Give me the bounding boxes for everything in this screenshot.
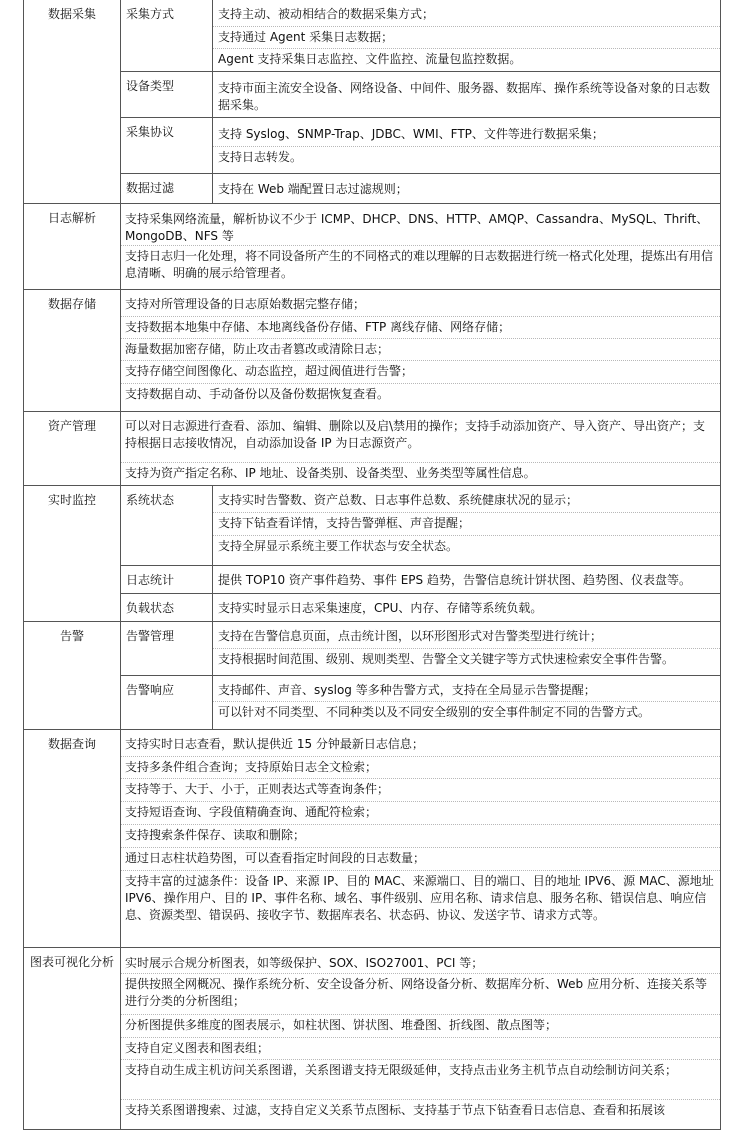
line-separator xyxy=(121,824,720,825)
text-line: 支持关系图谱搜索、过滤，支持自定义关系节点图标、支持基于节点下钻查看日志信息、查看和拓展该 xyxy=(125,1103,666,1117)
description-cell xyxy=(213,174,721,204)
line-separator xyxy=(121,1059,720,1060)
text-line: 支持多条件组合查询；支持原始日志全文检索； xyxy=(125,760,378,774)
description-cell xyxy=(213,594,721,622)
subcategory-cell: 采集方式 xyxy=(121,0,213,72)
text-line: 支持主动、被动相结合的数据采集方式； xyxy=(218,7,435,21)
subcategory-cell: 告警响应 xyxy=(121,676,213,730)
line-separator xyxy=(121,462,720,463)
text-line: 支持采集网络流量，解析协议不少于 ICMP、DHCP、DNS、HTTP、AMQP、Cassandra、MySQL、Thrift、MongoDB、NFS 等 xyxy=(125,212,709,243)
category-cell: 数据查询 xyxy=(23,730,121,948)
line-separator xyxy=(121,1014,720,1015)
text-line: 支持 Syslog、SNMP-Trap、JDBC、WMI、FTP、文件等进行数据采集； xyxy=(218,127,604,141)
line-separator xyxy=(213,26,720,27)
text-line: 支持数据本地集中存储、本地离线备份存储、FTP 离线存储、网络存储； xyxy=(125,320,511,334)
text-line: 提供 TOP10 资产事件趋势、事件 EPS 趋势，告警信息统计饼状图、趋势图、仪表盘等。 xyxy=(218,573,691,587)
text-line: 实时展示合规分析图表，如等级保护、SOX、ISO27001、PCI 等； xyxy=(125,956,484,970)
subcategory-cell: 系统状态 xyxy=(121,486,213,566)
text-line: 支持短语查询、字段值精确查询、通配符检索； xyxy=(125,805,378,819)
text-line: Agent 支持采集日志监控、文件监控、流量包监控数据。 xyxy=(218,52,522,66)
text-line: 支持通过 Agent 采集日志数据； xyxy=(218,30,394,44)
line-separator xyxy=(213,48,720,49)
category-cell: 数据采集 xyxy=(23,0,121,204)
category-cell: 日志解析 xyxy=(23,204,121,290)
line-separator xyxy=(213,146,720,147)
description-cell xyxy=(213,118,721,174)
line-separator xyxy=(213,535,720,536)
line-separator xyxy=(121,973,720,974)
description-cell xyxy=(121,204,721,290)
text-line: 支持实时显示日志采集速度，CPU、内存、存储等系统负载。 xyxy=(218,601,543,615)
line-separator xyxy=(121,756,720,757)
text-line: 支持邮件、声音、syslog 等多种告警方式，支持在全局显示告警提醒； xyxy=(218,683,596,697)
subcategory-cell: 数据过滤 xyxy=(121,174,213,204)
subcategory-cell: 采集协议 xyxy=(121,118,213,174)
text-line: 提供按照全网概况、操作系统分析、安全设备分析、网络设备分析、数据库分析、Web 应用分析、连接关系等进行分类的分析图组； xyxy=(125,977,707,1008)
category-cell: 实时监控 xyxy=(23,486,121,622)
text-line: 支持市面主流安全设备、网络设备、中间件、服务器、数据库、操作系统等设备对象的日志数据采集。 xyxy=(218,81,711,112)
description-cell xyxy=(213,622,721,676)
text-line: 可以对日志源进行查看、添加、编辑、删除以及启\禁用的操作；支持手动添加资产、导入资产、导出资产；支持根据日志接收情况，自动添加设备 IP 为日志源资产。 xyxy=(125,419,706,450)
description-cell xyxy=(121,730,721,948)
line-separator xyxy=(121,360,720,361)
description-cell xyxy=(121,412,721,486)
text-line: 支持存储空间图像化、动态监控，超过阀值进行告警； xyxy=(125,364,414,378)
subcategory-cell: 设备类型 xyxy=(121,72,213,118)
line-separator xyxy=(213,648,720,649)
text-line: 支持日志转发。 xyxy=(218,150,303,164)
line-separator xyxy=(121,1037,720,1038)
text-line: 支持日志归一化处理，将不同设备所产生的不同格式的难以理解的日志数据进行统一格式化处理，提炼出有用信息清晰、明确的展示给管理者。 xyxy=(125,249,714,280)
category-cell: 数据存储 xyxy=(23,290,121,412)
text-line: 支持实时告警数、资产总数、日志事件总数、系统健康状况的显示； xyxy=(218,493,579,507)
line-separator xyxy=(121,1099,720,1100)
description-cell xyxy=(213,0,721,72)
description-cell xyxy=(213,676,721,730)
description-cell xyxy=(121,290,721,412)
text-line: 可以针对不同类型、不同种类以及不同安全级别的安全事件制定不同的告警方式。 xyxy=(218,705,651,719)
text-line: 支持下钻查看详情，支持告警弹框、声音提醒； xyxy=(218,516,471,530)
text-line: 支持搜索条件保存、读取和删除； xyxy=(125,828,306,842)
category-cell: 图表可视化分析 xyxy=(23,948,121,1130)
line-separator xyxy=(121,870,720,871)
text-line: 支持全屏显示系统主要工作状态与安全状态。 xyxy=(218,539,459,553)
line-separator xyxy=(121,847,720,848)
text-line: 通过日志柱状趋势图，可以查看指定时间段的日志数量； xyxy=(125,851,426,865)
subcategory-cell: 负载状态 xyxy=(121,594,213,622)
text-line: 海量数据加密存储，防止攻击者篡改或清除日志； xyxy=(125,342,390,356)
text-line: 支持自动生成主机访问关系图谱，关系图谱支持无限级延伸，支持点击业务主机节点自动绘制访问关系； xyxy=(125,1063,678,1077)
category-cell: 资产管理 xyxy=(23,412,121,486)
text-line: 支持根据时间范围、级别、规则类型、告警全文关键字等方式快速检索安全事件告警。 xyxy=(218,652,675,666)
text-line: 支持在告警信息页面，点击统计图，以环形图形式对告警类型进行统计； xyxy=(218,629,603,643)
line-separator xyxy=(121,338,720,339)
line-separator xyxy=(213,701,720,702)
spec-table xyxy=(23,0,721,1120)
text-line: 支持实时日志查看，默认提供近 15 分钟最新日志信息； xyxy=(125,737,424,751)
text-line: 支持对所管理设备的日志原始数据完整存储； xyxy=(125,297,366,311)
line-separator xyxy=(121,383,720,384)
subcategory-cell: 告警管理 xyxy=(121,622,213,676)
text-line: 分析图提供多维度的图表展示，如柱状图、饼状图、堆叠图、折线图、散点图等； xyxy=(125,1018,558,1032)
line-separator xyxy=(121,316,720,317)
text-line: 支持自定义图表和图表组； xyxy=(125,1041,270,1055)
text-line: 支持等于、大于、小于，正则表达式等查询条件； xyxy=(125,782,390,796)
line-separator xyxy=(121,778,720,779)
description-cell xyxy=(121,948,721,1130)
line-separator xyxy=(213,512,720,513)
description-cell xyxy=(213,486,721,566)
line-separator xyxy=(121,801,720,802)
text-line: 支持丰富的过滤条件：设备 IP、来源 IP、目的 MAC、来源端口、目的端口、目的地址 IPV6、源 MAC、源地址 IPV6、操作用户、目的 IP、事件名称、域名、事件级别、应用名称、请求信息、服务名称、错误信息、响应信息、资源类型、错误码、接收字节、数据库表名、状态码、协议、发送字节、请求方式等。 xyxy=(125,874,714,922)
subcategory-cell: 日志统计 xyxy=(121,566,213,594)
description-cell xyxy=(213,72,721,118)
text-line: 支持数据自动、手动备份以及备份数据恢复查看。 xyxy=(125,387,390,401)
description-cell xyxy=(213,566,721,594)
line-separator xyxy=(121,245,720,246)
text-line: 支持为资产指定名称、IP 地址、设备类别、设备类型、业务类型等属性信息。 xyxy=(125,466,536,480)
category-cell: 告警 xyxy=(23,622,121,730)
text-line: 支持在 Web 端配置日志过滤规则； xyxy=(218,182,408,196)
